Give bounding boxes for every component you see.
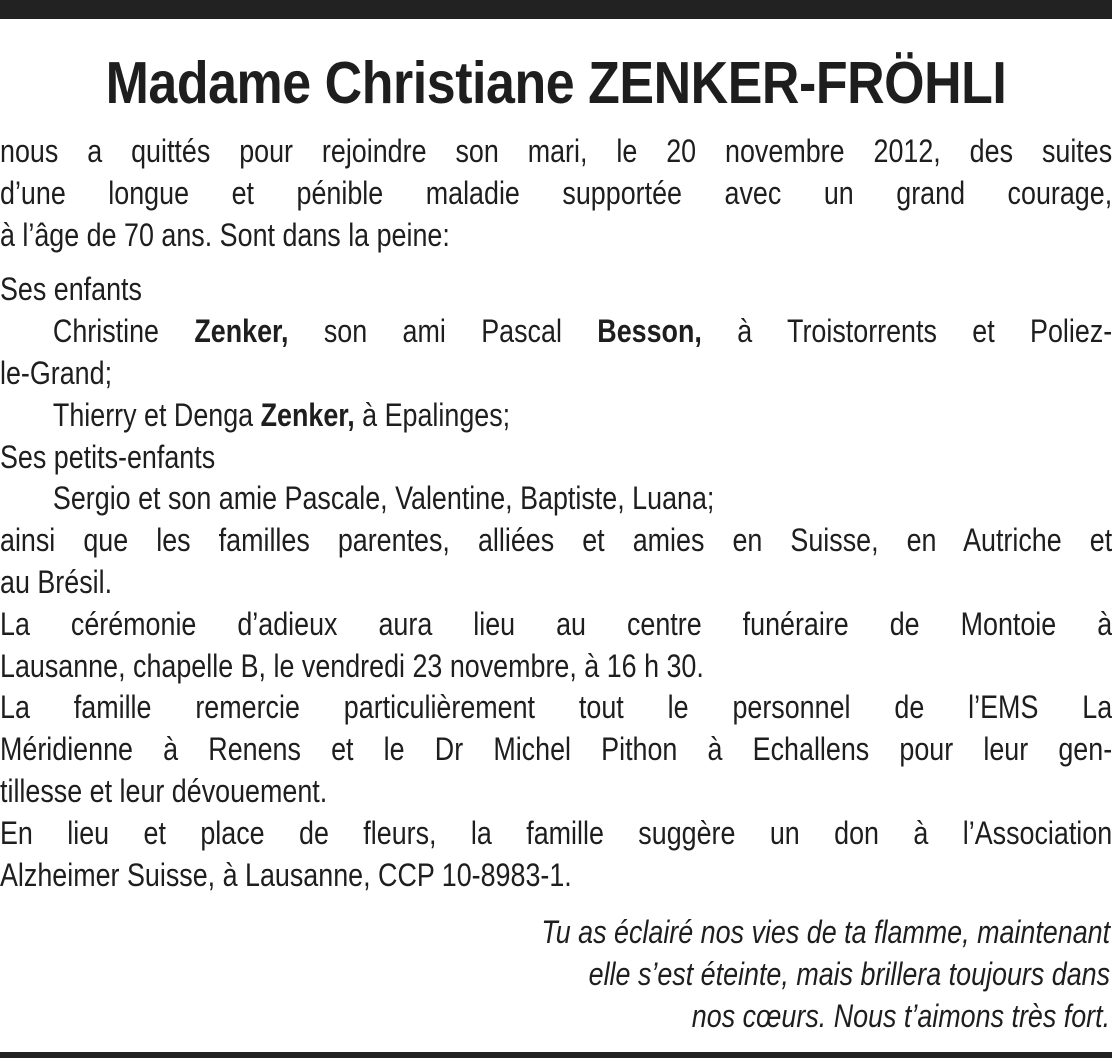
child-1-surname: Zenker, [194, 313, 289, 350]
thanks-line-2: Méridienne à Renens et le Dr Michel Pithon à Echallens pour leur gen- [0, 731, 1112, 768]
quote-line-1: Tu as éclairé nos vies de ta flamme, maintenant [541, 914, 1110, 950]
intro-line-3: à l’âge de 70 ans. Sont dans la peine: [0, 216, 450, 253]
child-1-place: à Troistorrents et Poliez- [737, 313, 1112, 350]
child-2-place: à Epalinges; [362, 396, 511, 433]
closing-quote [433, 912, 1110, 1037]
paragraph-gap [0, 256, 1112, 269]
child-1-line [0, 311, 1112, 353]
child-2-first: Thierry et Denga [52, 396, 254, 433]
intro-line-2: d’une longue et pénible maladie supportée avec un grand courage, [0, 174, 1112, 211]
child-1-middle: son ami Pascal [323, 313, 562, 350]
child-1-partner-surname: Besson, [597, 313, 702, 350]
bottom-rule [0, 1052, 1112, 1058]
children-heading: Ses enfants [0, 271, 142, 308]
relatives-line-2: au Brésil. [0, 563, 113, 600]
top-rule [0, 0, 1112, 19]
notice-title: Madame Christiane ZENKER-FRÖHLI [105, 50, 1007, 116]
relatives-line-1: ainsi que les familles parentes, alliées et amies en Suisse, en Autriche et [0, 522, 1112, 559]
grandchildren-names: Sergio et son amie Pascale, Valentine, Baptiste, Luana; [52, 480, 715, 517]
quote-line-3: nos cœurs. Nous t’aimons très fort. [691, 997, 1110, 1034]
thanks-line-3: tillesse et leur dévouement. [0, 772, 328, 809]
donation-line-1: En lieu et place de fleurs, la famille suggère un don à l’Association [0, 814, 1112, 851]
ceremony-line-2: Lausanne, chapelle B, le vendredi 23 novembre, à 16 h 30. [0, 647, 704, 684]
quote-line-2: elle s’est éteinte, mais brillera toujours dans [588, 955, 1110, 992]
notice-body [0, 131, 1112, 896]
child-2-surname: Zenker, [260, 396, 355, 433]
ceremony-line-1: La cérémonie d’adieux aura lieu au centre funéraire de Montoie à [0, 605, 1112, 642]
intro-line-1: nous a quittés pour rejoindre son mari, le 20 novembre 2012, des suites [0, 133, 1112, 169]
child-1-continuation: le-Grand; [0, 354, 113, 391]
child-2-line [0, 395, 1112, 437]
grandchildren-heading: Ses petits-enfants [0, 438, 216, 475]
thanks-line-1: La famille remercie particulièrement tout le personnel de l’EMS La [0, 689, 1112, 726]
donation-line-2: Alzheimer Suisse, à Lausanne, CCP 10-8983-1. [0, 856, 572, 893]
child-1-first: Christine [52, 313, 159, 350]
